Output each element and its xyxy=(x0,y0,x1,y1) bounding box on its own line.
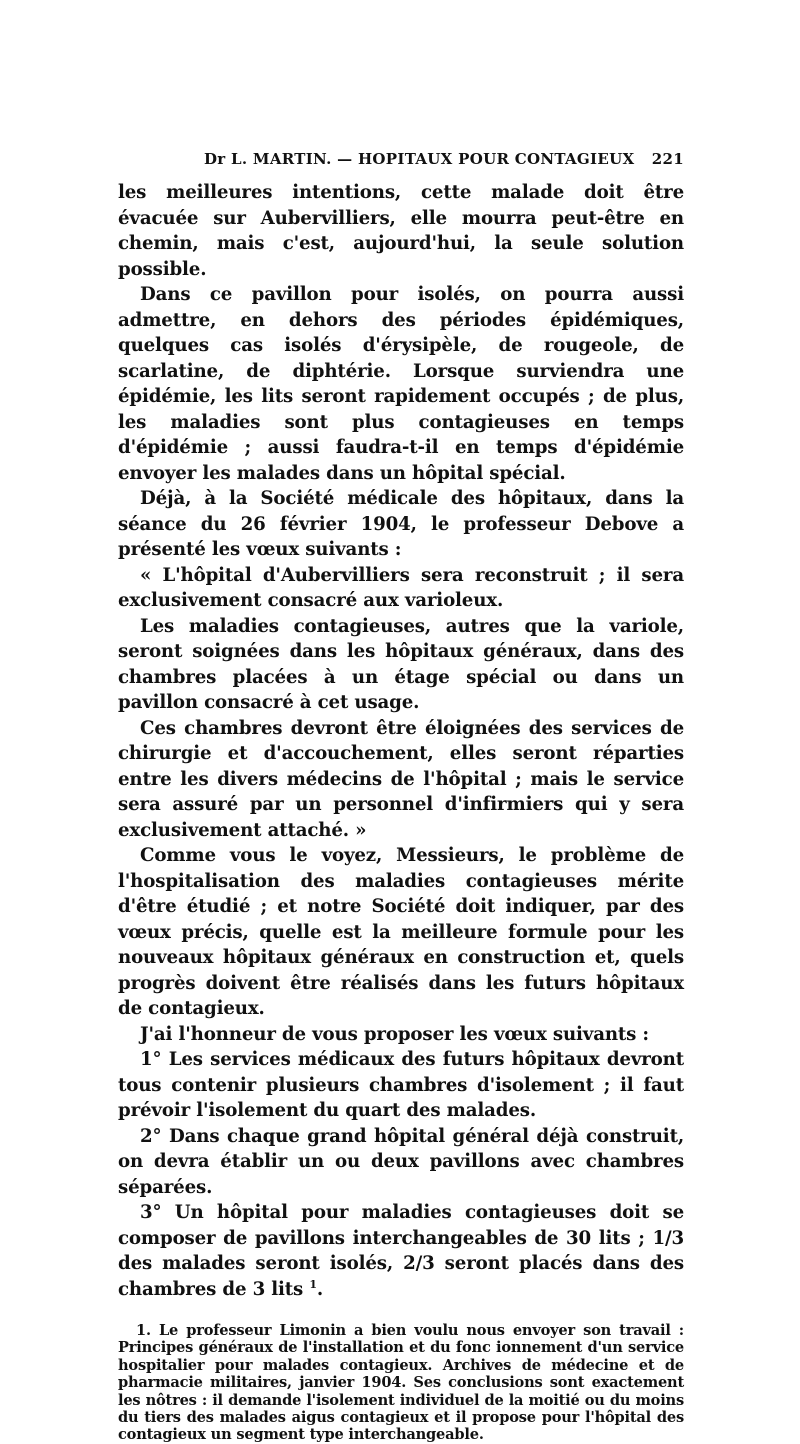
footnote-text: Le professeur Limonin a bien voulu nous envoyer son travail : Principes généraux de l'installation et du fonc ionnement d'un service hospitalier pour malades contagieux. Archives de médecine et de pharmacie militaires, janvier 1904. Ses conclusions sont exactement les nôtres : il demande l'isolement individuel de la moitié ou du moins du tiers des malades aigus contagieux et il propose pour l'hôpital des contagieux un segment type interchangeable. xyxy=(118,1322,684,1444)
body-text xyxy=(118,180,684,1302)
voeu-3: 3° Un hôpital pour maladies contagieuses doit se composer de pavillons interchangeables de 30 lits ; 1/3 des malades seront isolés, 2/3 seront placés dans des chambres de 3 lits $^1$. xyxy=(118,1202,684,1300)
voeu-3-text: 3° Un hôpital pour maladies contagieuses doit se composer de pavillons interchangeables de 30 lits ; 1/3 des malades seront isolés, 2/3 seront placés dans des chambres de 3 lits xyxy=(118,1202,684,1300)
paragraph-messieurs: Comme vous le voyez, Messieurs, le problème de l'hospitalisation des maladies contagieuses mérite d'être étudié ; et notre Société doit indiquer, par des vœux précis, quelle est la meilleure formule pour les nouveaux hôpitaux généraux en construction et, quels progrès doivent être réalisés dans les futurs hôpitaux de contagieux. xyxy=(118,845,684,1019)
running-head-title: Dr L. MARTIN. — HOPITAUX POUR CONTAGIEUX xyxy=(204,150,635,168)
voeu-2: 2° Dans chaque grand hôpital général déjà construit, on devra établir un ou deux pavillons avec chambres séparées. xyxy=(118,1125,684,1198)
voeu-1: 1° Les services médicaux des futurs hôpitaux devront tous contenir plusieurs chambres d'isolement ; il faut prévoir l'isolement du quart des malades. xyxy=(118,1049,684,1121)
footnote-reference: 1 xyxy=(309,1277,317,1291)
page-number: 221 xyxy=(651,150,684,168)
paragraph-voeux-intro: J'ai l'honneur de vous proposer les vœux suivants : xyxy=(140,1023,649,1045)
footnotes xyxy=(118,1322,684,1444)
paragraph-continuation: les meilleures intentions, cette malade doit être évacuée sur Aubervilliers, elle mourra peut-être en chemin, mais c'est, aujourd'hui, la seule solution possible. xyxy=(118,182,684,280)
footnote-1 xyxy=(118,1322,684,1444)
paragraph-societe-medicale: Déjà, à la Société médicale des hôpitaux, dans la séance du 26 février 1904, le professeur Debove a présenté les vœux suivants : xyxy=(118,488,684,560)
paragraph-isolation-pavilion: Dans ce pavillon pour isolés, on pourra aussi admettre, en dehors des périodes épidémiques, quelques cas isolés d'érysipèle, de rougeole, de scarlatine, de diphtérie. Lorsque surviendra une épidémie, les lits seront rapidement occupés ; de plus, les maladies sont plus contagieuses en temps d'épidémie ; aussi faudra-t-il en temps d'épidémie envoyer les malades dans un hôpital spécial. xyxy=(118,284,684,484)
running-head xyxy=(118,150,684,176)
quote-aubervilliers: « L'hôpital d'Aubervilliers sera reconstruit ; il sera exclusivement consacré aux varioleux. xyxy=(118,564,684,611)
quote-maladies-contagieuses: Les maladies contagieuses, autres que la variole, seront soignées dans les hôpitaux généraux, dans des chambres placées à un étage spécial ou dans un pavillon consacré à cet usage. xyxy=(118,615,684,713)
book-page xyxy=(118,150,684,1444)
quote-chambres: Ces chambres devront être éloignées des services de chirurgie et d'accouchement, elles seront réparties entre les divers médecins de l'hôpital ; mais le service sera assuré par un personnel d'infirmiers qui y sera exclusivement attaché. » xyxy=(118,717,684,841)
footnote-marker: 1. xyxy=(136,1322,151,1339)
